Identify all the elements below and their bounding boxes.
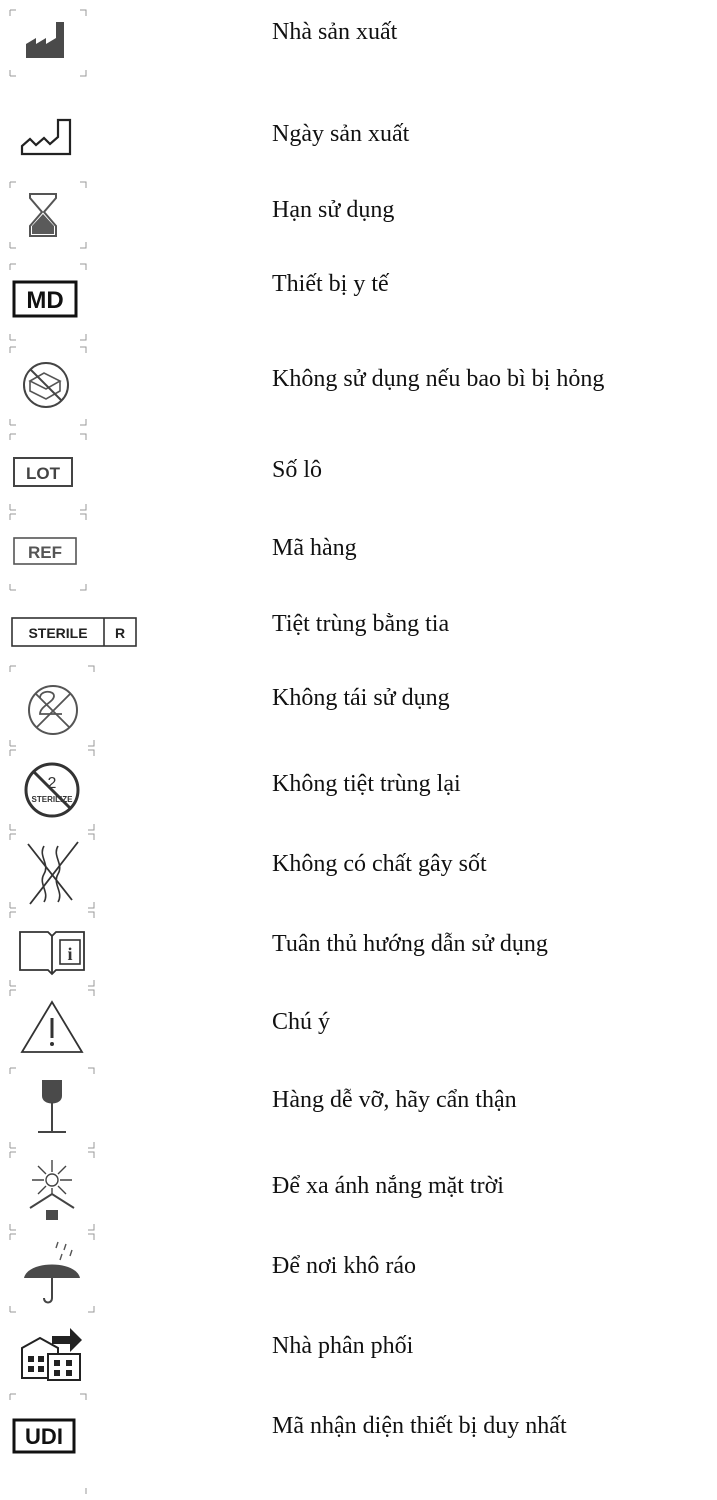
keep-dry-icon <box>8 1232 98 1314</box>
legend-row <box>0 748 717 832</box>
legend-label: Nhà sản xuất <box>272 19 398 45</box>
legend-label: Không tiệt trùng lại <box>272 771 461 797</box>
fragile-icon <box>8 1066 98 1150</box>
legend-label: Không có chất gây sốt <box>272 851 487 877</box>
legend-label: Hạn sử dụng <box>272 197 395 223</box>
manufacturer-icon <box>8 8 88 78</box>
sterilized-irradiation-icon <box>8 602 148 662</box>
ref-text: REF <box>28 543 62 562</box>
do-not-resterilize-icon <box>8 748 98 832</box>
legend-label: Không tái sử dụng <box>272 685 450 711</box>
legend-label: Để nơi khô ráo <box>272 1253 416 1279</box>
udi-text: UDI <box>25 1424 63 1449</box>
legend-label: Mã nhận diện thiết bị duy nhất <box>272 1413 567 1439</box>
legend-row <box>0 1232 717 1314</box>
legend-row <box>0 1150 717 1232</box>
legend-label: Để xa ánh nắng mặt trời <box>272 1173 504 1199</box>
sterile-text: STERILE <box>28 625 88 641</box>
legend-row <box>0 832 717 910</box>
legend-row <box>0 1392 717 1500</box>
legend-row <box>0 512 717 592</box>
do-not-use-if-damaged-icon <box>8 345 88 427</box>
legend-row <box>0 1314 717 1392</box>
legend-row <box>0 345 717 430</box>
legend-row <box>0 262 717 342</box>
legend-label: Tiệt trùng bằng tia <box>272 611 450 637</box>
legend-label: Số lô <box>272 457 323 483</box>
non-pyrogenic-icon <box>8 832 98 910</box>
legend-row <box>0 432 717 512</box>
sterilize-text: STERILIZE <box>31 795 73 804</box>
legend-label: Nhà phân phối <box>272 1333 414 1359</box>
do-not-reuse-icon <box>8 664 98 748</box>
date-of-manufacture-icon <box>8 108 88 168</box>
medical-device-icon <box>8 262 88 342</box>
legend-label: Chú ý <box>272 1009 331 1035</box>
sterile-method-text: R <box>114 625 126 641</box>
lot-text: LOT <box>26 464 60 483</box>
legend-row <box>0 594 717 664</box>
svg-text:2: 2 <box>47 775 57 792</box>
catalogue-number-icon <box>8 512 88 592</box>
legend-label: Không sử dụng nếu bao bì bị hỏng <box>272 366 605 392</box>
consult-instructions-icon <box>8 910 98 988</box>
legend-label: Tuân thủ hướng dẫn sử dụng <box>272 931 548 957</box>
batch-code-icon <box>8 432 88 512</box>
legend-label: Ngày sản xuất <box>272 121 410 147</box>
md-text: MD <box>26 287 64 314</box>
unique-device-identifier-icon <box>8 1392 88 1496</box>
legend-label: Thiết bị y tế <box>272 271 389 297</box>
legend-row <box>0 180 717 260</box>
legend-row <box>0 1066 717 1150</box>
legend-row <box>0 910 717 988</box>
legend-label: Mã hàng <box>272 535 357 561</box>
legend-row <box>0 0 717 80</box>
use-by-date-icon <box>8 180 88 250</box>
legend-row <box>0 90 717 170</box>
legend-row <box>0 988 717 1066</box>
legend-label: Hàng dễ vỡ, hãy cẩn thận <box>272 1087 517 1113</box>
svg-text:i: i <box>67 944 73 964</box>
caution-icon <box>8 988 98 1066</box>
keep-away-from-sunlight-icon <box>8 1150 98 1232</box>
distributor-icon <box>8 1314 98 1392</box>
legend-row <box>0 664 717 748</box>
